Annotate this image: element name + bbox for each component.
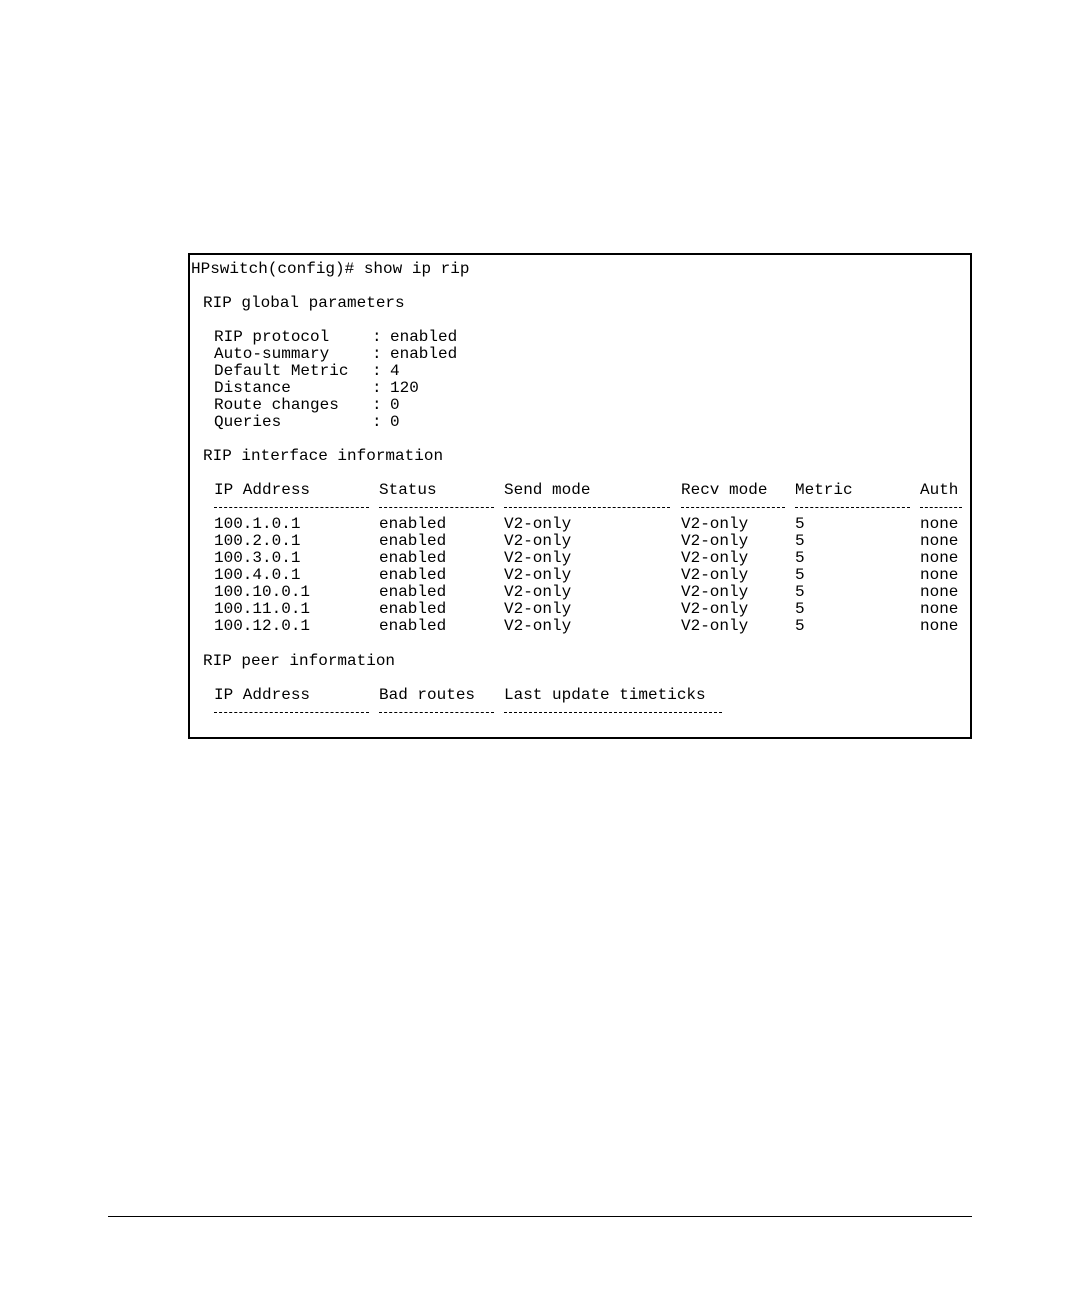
table-row [190,549,959,567]
param-label: Queries [214,413,282,431]
table-row [190,600,959,618]
param-row [190,379,419,397]
separator [504,507,670,509]
cell-status: enabled [379,617,447,635]
footer-rule [108,1216,972,1217]
peer-header-row [190,686,706,704]
cell-ip-address: 100.2.0.1 [214,532,301,550]
cell-auth: none [920,617,959,635]
cell-metric: 5 [795,566,805,584]
cell-metric: 5 [795,617,805,635]
table-row [190,566,959,584]
command-text: HPswitch(config)# show ip rip [191,260,470,278]
cell-metric: 5 [795,549,805,567]
param-value: 0 [390,413,400,431]
cell-send-mode: V2-only [504,566,572,584]
command-line [190,260,470,278]
table-row [190,515,959,533]
cell-status: enabled [379,583,447,601]
cell-metric: 5 [795,600,805,618]
separator [795,507,910,509]
cell-send-mode: V2-only [504,583,572,601]
param-colon: : [372,345,382,363]
cell-auth: none [920,515,959,533]
peer-separator-row [190,704,970,721]
column-header-metric: Metric [795,481,853,499]
cell-recv-mode: V2-only [681,515,749,533]
interface-heading: RIP interface information [203,447,444,465]
global-heading: RIP global parameters [203,294,405,312]
param-row [190,362,400,380]
interface-separator-row [190,499,970,516]
separator [214,712,369,714]
cell-ip-address: 100.1.0.1 [214,515,301,533]
cell-status: enabled [379,532,447,550]
separator [681,507,785,509]
cell-status: enabled [379,549,447,567]
cell-send-mode: V2-only [504,532,572,550]
cell-ip-address: 100.11.0.1 [214,600,311,618]
cell-ip-address: 100.4.0.1 [214,566,301,584]
param-row [190,396,400,414]
table-row [190,532,959,550]
param-row [190,328,458,346]
separator [214,507,369,509]
cell-recv-mode: V2-only [681,566,749,584]
cell-ip-address: 100.10.0.1 [214,583,311,601]
param-row [190,345,458,363]
cell-auth: none [920,600,959,618]
cell-metric: 5 [795,583,805,601]
cell-send-mode: V2-only [504,617,572,635]
param-label: Auto-summary [214,345,330,363]
cell-auth: none [920,583,959,601]
column-header-status: Status [379,481,437,499]
table-row [190,617,959,635]
param-row [190,413,400,431]
param-label: Distance [214,379,291,397]
table-row [190,583,959,601]
param-label: Route changes [214,396,339,414]
param-label: Default Metric [214,362,349,380]
cell-send-mode: V2-only [504,549,572,567]
param-value: enabled [390,345,458,363]
cell-recv-mode: V2-only [681,583,749,601]
separator [379,712,494,714]
cell-ip-address: 100.3.0.1 [214,549,301,567]
separator [920,507,962,509]
param-value: 0 [390,396,400,414]
cell-recv-mode: V2-only [681,617,749,635]
param-colon: : [372,362,382,380]
cell-ip-address: 100.12.0.1 [214,617,311,635]
cell-metric: 5 [795,532,805,550]
param-colon: : [372,379,382,397]
separator [379,507,494,509]
column-header-recv-mode: Recv mode [681,481,768,499]
param-value: 4 [390,362,400,380]
cell-auth: none [920,549,959,567]
cell-recv-mode: V2-only [681,549,749,567]
column-header-auth: Auth [920,481,959,499]
terminal-output-box [188,253,972,739]
cell-recv-mode: V2-only [681,600,749,618]
param-colon: : [372,328,382,346]
param-colon: : [372,413,382,431]
cell-auth: none [920,532,959,550]
cell-status: enabled [379,566,447,584]
peer-section [190,652,396,670]
interface-header-row [190,481,959,499]
column-header-send-mode: Send mode [504,481,591,499]
cell-status: enabled [379,600,447,618]
separator [504,712,722,714]
param-label: RIP protocol [214,328,330,346]
cell-metric: 5 [795,515,805,533]
column-header-ip-address: IP Address [214,481,311,499]
param-value: enabled [390,328,458,346]
peer-heading: RIP peer information [203,652,396,670]
column-header-last-update: Last update timeticks [504,686,706,704]
param-value: 120 [390,379,419,397]
column-header-bad-routes: Bad routes [379,686,476,704]
param-colon: : [372,396,382,414]
cell-recv-mode: V2-only [681,532,749,550]
column-header-ip-address: IP Address [214,686,311,704]
cell-send-mode: V2-only [504,515,572,533]
cell-status: enabled [379,515,447,533]
global-section [190,294,405,312]
cell-send-mode: V2-only [504,600,572,618]
cell-auth: none [920,566,959,584]
interface-section [190,447,444,465]
